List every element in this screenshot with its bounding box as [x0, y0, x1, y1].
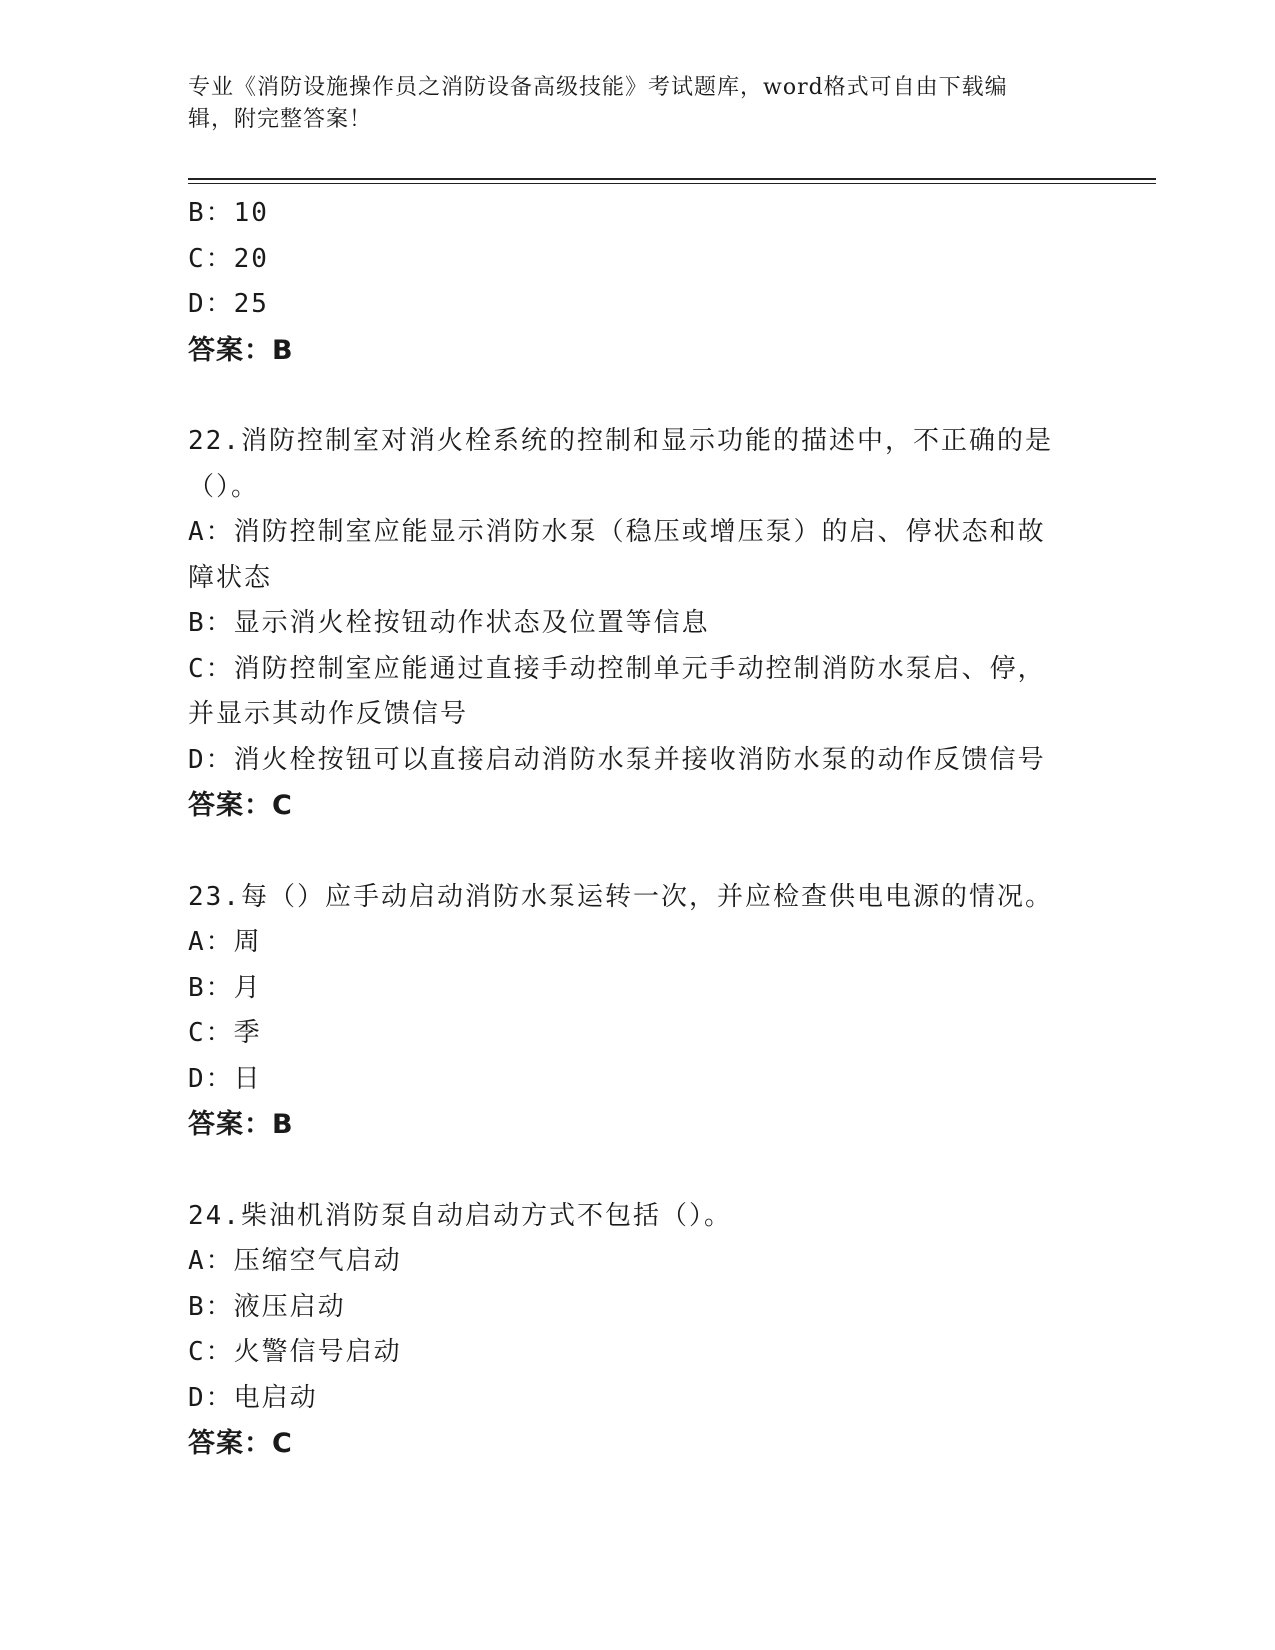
option: C：火警信号启动 — [188, 1337, 402, 1367]
header-line: 辑，附完整答案！ — [188, 107, 373, 132]
option: D：电启动 — [188, 1382, 318, 1413]
question-24 — [188, 1194, 1088, 1467]
question-stem: （）。 — [188, 471, 260, 502]
option: C：季 — [188, 1018, 262, 1048]
option: B：液压启动 — [188, 1291, 346, 1322]
option: D：消火栓按钮可以直接启动消防水泵并接收消防水泵的动作反馈信号 — [188, 744, 1046, 775]
header-rule-thin — [188, 183, 1156, 184]
header-line: 专业《消防设施操作员之消防设备高级技能》考试题库，word格式可自由下载编 — [188, 75, 1008, 100]
option: C：消防控制室应能通过直接手动控制单元手动控制消防水泵启、停， — [188, 653, 1046, 684]
page-header — [188, 72, 1078, 136]
question-continued — [188, 191, 1088, 373]
option: B：月 — [188, 972, 262, 1003]
question-22 — [188, 419, 1088, 829]
question-23 — [188, 875, 1088, 1148]
option: D：25 — [188, 289, 269, 319]
question-stem: 23.每（）应手动启动消防水泵运转一次，并应检查供电电源的情况。 — [188, 881, 1053, 912]
option: C：20 — [188, 243, 269, 274]
question-list — [188, 191, 1088, 1467]
option: 并显示其动作反馈信号 — [188, 699, 469, 729]
answer: 答案：C — [188, 790, 293, 821]
option: B：10 — [188, 198, 269, 228]
question-stem: 24.柴油机消防泵自动启动方式不包括（）。 — [188, 1200, 732, 1231]
option: A：周 — [188, 927, 262, 957]
answer: 答案：C — [188, 1428, 293, 1459]
option: A：压缩空气启动 — [188, 1246, 402, 1276]
header-rule — [188, 178, 1156, 180]
option: A：消防控制室应能显示消防水泵（稳压或增压泵）的启、停状态和故 — [188, 517, 1046, 547]
option: 障状态 — [188, 562, 273, 593]
option: D：日 — [188, 1063, 262, 1094]
answer: 答案：B — [188, 1109, 294, 1140]
option: B：显示消火栓按钮动作状态及位置等信息 — [188, 608, 710, 638]
answer: 答案：B — [188, 334, 294, 366]
question-stem: 22.消防控制室对消火栓系统的控制和显示功能的描述中，不正确的是 — [188, 426, 1053, 456]
